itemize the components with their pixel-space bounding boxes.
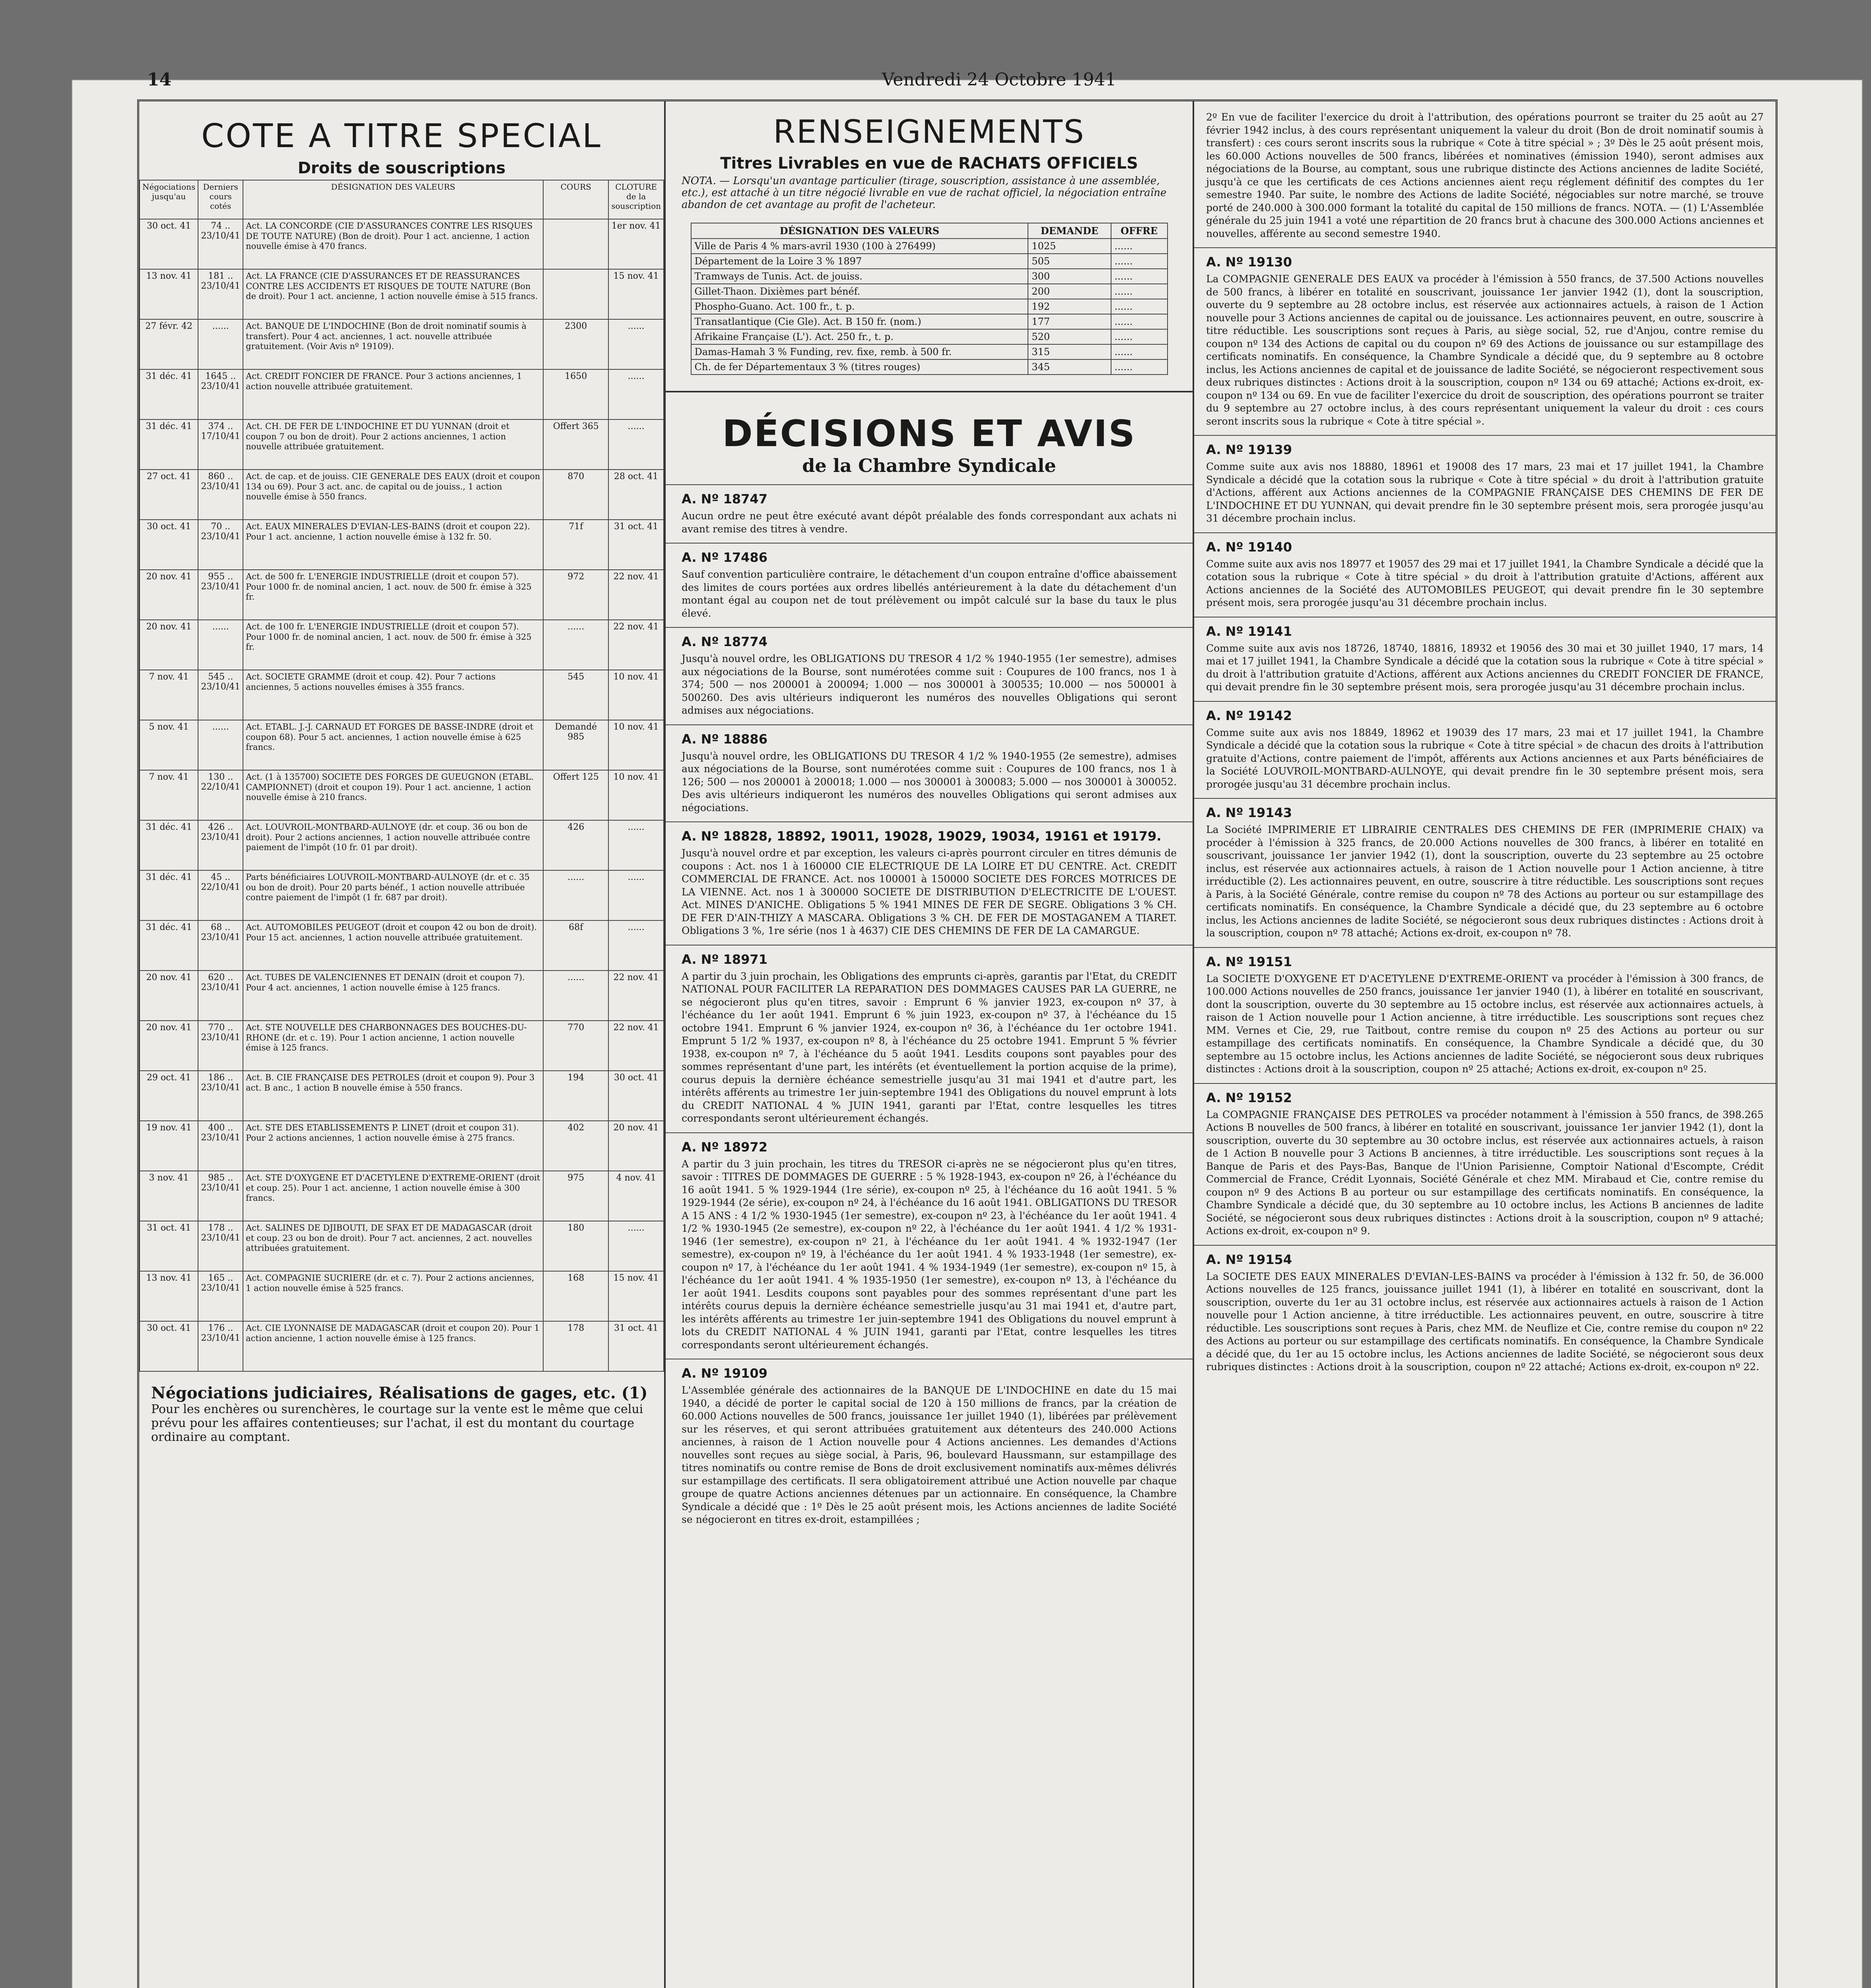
table-cell: 22 nov. 41 bbox=[608, 971, 664, 1021]
table-cell: 31 déc. 41 bbox=[140, 870, 198, 920]
table-cell: 178 bbox=[543, 1321, 608, 1371]
table-cell: Offert 125 bbox=[543, 770, 608, 820]
table-cell: ...... bbox=[1111, 329, 1168, 344]
cote-special-subtitle: Droits de souscriptions bbox=[297, 159, 506, 177]
table-row bbox=[691, 329, 1168, 344]
table-row bbox=[140, 319, 664, 369]
table-row bbox=[691, 344, 1168, 359]
table-cell: 178 .. 23/10/41 bbox=[198, 1221, 243, 1271]
avis-block bbox=[666, 484, 1193, 543]
table-cell: ...... bbox=[198, 319, 243, 369]
avis-text: L'Assemblée générale des actionnaires de la BANQUE DE L'INDOCHINE en date du 15 mai 1940, a décidé de porter le capital social de 120 à 150 millions de francs, par la création de 60.000 Actions nouvelles de 500 francs, jouissance 1er juillet 1940 (1), libérées par prélèvement sur les réserves, et qui seront attribuées gratuitement aux détenteurs des 240.000 Actions anciennes, à raison de 1 Action nouvelle pour 4 Actions anciennes. Les demandes d'Actions nouvelles sont reçues au siège social, à Paris, 96, boulevard Haussmann, sur estampillage des titres nominatifs ou contre remise de Bons de droit exclusivement nominatifs aux-mêmes délivrés sur estampillage des certificats. Il sera obligatoirement attribué une Action nouvelle par chaque groupe de quatre Actions anciennes détenues par un actionnaire. En conséquence, la Chambre Syndicale a décidé que : 1º Dès le 25 août présent mois, les Actions anciennes de ladite Société se négocieront en titres ex-droit, estampillées ; bbox=[682, 1384, 1177, 1525]
column-avis-continued bbox=[1194, 101, 1776, 1988]
table-cell: Act. EAUX MINERALES D'EVIAN-LES-BAINS (droit et coupon 22). Pour 1 act. ancienne, 1 action nouvelle émise à 132 fr. 50. bbox=[243, 520, 543, 570]
table-cell: Act. (1 à 135700) SOCIETE DES FORGES DE GUEUGNON (ETABL. CAMPIONNET) (droit et coupon 19). Pour 1 act. ancienne, 1 action nouvelle émise à 210 francs. bbox=[243, 770, 543, 820]
avis-block bbox=[666, 821, 1193, 945]
table-row bbox=[140, 1021, 664, 1071]
avis-block bbox=[1194, 701, 1776, 798]
col-header: DÉSIGNATION DES VALEURS bbox=[243, 180, 543, 219]
avis-text: 2º En vue de faciliter l'exercice du droit à l'attribution, des opérations pourront se traiter du 25 août au 27 février 1942 inclus, à des cours représentant uniquement la valeur du droit (Bon de droit nominatif soumis à transfert) : ces cours seront inscrits sous la rubrique « Cote à titre spécial » ; 3º Dès le 25 août présent mois, les 60.000 Actions nouvelles de 500 francs, libérées et nominatives (émission 1940), seront admises aux négociations de la Bourse, au comptant, sous une rubrique distincte des Actions anciennes de ladite Société, jusqu'à ce que les certificats de ces Actions anciennes aient reçu réglement définitif des comptes du 1er semestre 1940. Par suite, le nombre des Actions de ladite Société, négociables sur notre marché, se trouve porté de 240.000 à 300.000 formant la totalité du capital de 150 millions de francs. NOTA. — (1) L'Assemblée générale du 25 juin 1941 a voté une répartition de 20 francs brut à chacune des 300.000 Actions anciennes et nouvelles, afférente au second semestre 1940. bbox=[1206, 111, 1764, 239]
table-cell: Act. TUBES DE VALENCIENNES ET DENAIN (droit et coupon 7). Pour 4 act. anciennes, 1 action nouvelle émise à 125 francs. bbox=[243, 971, 543, 1021]
table-cell: 168 bbox=[543, 1271, 608, 1321]
col-header: COURS bbox=[543, 180, 608, 219]
table-cell: Act. STE NOUVELLE DES CHARBONNAGES DES BOUCHES-DU-RHONE (dr. et c. 19). Pour 1 action ancienne, 1 action nouvelle émise à 125 francs. bbox=[243, 1021, 543, 1071]
negociations-block bbox=[139, 1372, 664, 1444]
column-renseignements bbox=[666, 101, 1194, 1988]
avis-text: A partir du 3 juin prochain, les titres du TRESOR ci-après ne se négocieront plus qu'en titres, savoir : TITRES DE DOMMAGES DE GUERRE : 5 % 1928-1943, ex-coupon nº 26, à l'échéance du 16 août 1941. 5 % 1929-1944 (1re série), ex-coupon nº 25, à l'échéance du 16 août 1941. 5 % 1929-1944 (2e série), ex-coupon nº 24, à l'échéance du 16 août 1941. OBLIGATIONS DU TRESOR A 15 ANS : 4 1/2 % 1930-1945 (1er semestre), ex-coupon nº 23, à l'échéance du 1er août 1941. 4 1/2 % 1930-1945 (2e semestre), ex-coupon nº 22, à l'échéance du 1er août 1941. 4 1/2 % 1931-1946 (1er semestre), ex-coupon nº 21, à l'échéance du 1er août 1941. 4 % 1932-1947 (1er semestre), ex-coupon nº 19, à l'échéance du 1er août 1941. 4 % 1933-1948 (1er semestre), ex-coupon nº 17, à l'échéance du 1er août 1941. 4 % 1934-1949 (1er semestre), ex-coupon nº 15, à l'échéance du 1er août 1941. 4 % 1935-1950 (1er semestre), ex-coupon nº 13, à l'échéance du 1er août 1941. Lesdits coupons sont payables pour des sommes représentant d'une part les intérêts courus depuis la dernière échéance semestrielle jusqu'au 31 mai 1941 et, d'autre part, les intérêts afférents au trimestre 1er juin-septembre 1941 des Obligations du nouvel emprunt à lots du CREDIT NATIONAL 4 % JUIN 1941, garanti par l'Etat, contre lesquelles les titres correspondants seront ultérieurement échangés. bbox=[682, 1158, 1177, 1351]
table-cell: 31 oct. 41 bbox=[608, 1321, 664, 1371]
table-cell: 315 bbox=[1028, 344, 1111, 359]
avis-text: La COMPAGNIE FRANÇAISE DES PETROLES va procéder notamment à l'émission à 550 francs, de 398.265 Actions B nouvelles de 500 francs, à libérer en totalité en souscrivant, jouissance 1er janvier 1942 (1), dont la souscription, ouverte du 30 septembre au 30 octobre inclus, est réservée aux actionnaires actuels, à raison de 1 Action B nouvelle pour 3 Actions B anciennes, à titre irréductible. Les souscriptions sont reçues à la Banque de Paris et des Pays-Bas, Banque de l'Union Parisienne, Comptoir National d'Escompte, Crédit Commercial de France, Crédit Lyonnais, Société Générale et chez MM. Mirabaud et Cie, contre remise du coupon nº 9 des Actions B au porteur ou sur estampillage des certificats nominatifs. En conséquence, la Chambre Syndicale a décidé que, du 30 septembre au 10 octobre inclus, les Actions B anciennes de ladite Société, se négocieront sous deux rubriques distinctes : Actions droit à la souscription, coupon nº 9 attaché; Actions ex-droit, ex-coupon nº 9. bbox=[1206, 1109, 1764, 1237]
table-cell: 13 nov. 41 bbox=[140, 1271, 198, 1321]
table-cell: 68 .. 23/10/41 bbox=[198, 920, 243, 971]
avis-number: A. Nº 19143 bbox=[1206, 805, 1292, 820]
avis-number: A. Nº 18774 bbox=[682, 634, 767, 649]
table-cell: 10 nov. 41 bbox=[608, 670, 664, 720]
renseignements-subtitle: Titres Livrables en vue de RACHATS OFFICIELS bbox=[720, 154, 1138, 173]
table-row bbox=[140, 1221, 664, 1271]
table-cell: 972 bbox=[543, 570, 608, 620]
avis-text: La COMPAGNIE GENERALE DES EAUX va procéder à l'émission à 550 francs, de 37.500 Actions nouvelles de 500 francs, à libérer en totalité en souscrivant, jouissance 1er janvier 1942 (1), dont la souscription, ouverte du 9 septembre au 28 octobre inclus, est réservée aux actionnaires actuels, à raison de 1 Action nouvelle pour 3 Actions anciennes de capital ou de jouissance. Les actionnaires peuvent, en outre, souscrire à titre réductible. Les souscriptions sont reçues à Paris, au siège social, 52, rue d'Anjou, contre remise du coupon nº 134 des Actions de capital ou du coupon nº 69 des Actions de jouissance ou sur estampillage des certificats nominatifs. En conséquence, la Chambre Syndicale a décidé que, du 9 septembre au 8 octobre inclus, les Actions anciennes de capital et de jouissance de ladite Société, se négocieront respectivement sous deux rubriques distinctes : Actions droit à la souscription, coupon nº 134 ou 69 attaché; Actions ex-droit, ex-coupon nº 134 ou 69. En vue de faciliter l'exercice du droit de souscription, des opérations pourront se traiter du 9 septembre au 27 octobre inclus, à des cours représentant uniquement la valeur du droit : ces cours seront inscrits sous la rubrique « Cote à titre spécial ». bbox=[1206, 273, 1764, 427]
table-row bbox=[140, 219, 664, 269]
table-cell: 860 .. 23/10/41 bbox=[198, 470, 243, 520]
avis-number: A. Nº 18747 bbox=[682, 491, 767, 507]
table-cell: ...... bbox=[608, 870, 664, 920]
table-cell: 426 .. 23/10/41 bbox=[198, 820, 243, 870]
avis-text: Comme suite aux avis nos 18977 et 19057 des 29 mai et 17 juillet 1941, la Chambre Syndicale a décidé que la cotation sous la rubrique « Cote à titre spécial » du droit à l'attribution gratuite d'Actions, afférent aux Actions anciennes de la Société des AUTOMOBILES PEUGEOT, qui devait prendre fin le 30 septembre présent mois, sera prorogée jusqu'au 31 décembre prochain inclus. bbox=[1206, 558, 1764, 608]
col-header: CLOTURE de la souscription bbox=[608, 180, 664, 219]
table-cell: 426 bbox=[543, 820, 608, 870]
avis-text: Jusqu'à nouvel ordre, les OBLIGATIONS DU TRESOR 4 1/2 % 1940-1955 (1er semestre), admises aux négociations de la Bourse, sont numérotées comme suit : Coupures de 100 francs, nos 1 à 374; 500 — nos 200001 à 200094; 1.000 — nos 300001 à 300535; 10.000 — nos 500001 à 500260. Des avis ultérieurs indiqueront les numéros des nouvelles Obligations qui seront admises aux négociations. bbox=[682, 653, 1177, 716]
renseignements-note: NOTA. — Lorsqu'un avantage particulier (tirage, souscription, assistance à une assemblée, etc.), est attaché à un titre négocié livrable en vue de rachat officiel, la négociation entraîne abandon de cet avantage au profit de l'acheteur. bbox=[682, 175, 1167, 211]
table-cell: ...... bbox=[1111, 359, 1168, 375]
table-cell: Act. CH. DE FER DE L'INDOCHINE ET DU YUNNAN (droit et coupon 7 ou bon de droit). Pour 2 actions anciennes, 1 action nouvelle attribuée gratuitement. bbox=[243, 419, 543, 470]
table-cell: Act. AUTOMOBILES PEUGEOT (droit et coupon 42 ou bon de droit). Pour 15 act. anciennes, 1 action nouvelle attribuée gratuitement. bbox=[243, 920, 543, 971]
table-cell: ...... bbox=[1111, 284, 1168, 299]
table-cell: 300 bbox=[1028, 269, 1111, 284]
table-cell: Phospho-Guano. Act. 100 fr., t. p. bbox=[691, 299, 1028, 314]
table-cell: ...... bbox=[1111, 239, 1168, 254]
table-cell: ...... bbox=[608, 920, 664, 971]
table-cell: 31 déc. 41 bbox=[140, 920, 198, 971]
table-cell: Transatlantique (Cie Gle). Act. B 150 fr. (nom.) bbox=[691, 314, 1028, 329]
avis-number: A. Nº 19141 bbox=[1206, 623, 1292, 639]
table-cell: 975 bbox=[543, 1171, 608, 1221]
negociations-title: Négociations judiciaires, Réalisations de gages, etc. (1) bbox=[151, 1384, 648, 1402]
table-cell: 31 déc. 41 bbox=[140, 419, 198, 470]
table-row bbox=[140, 820, 664, 870]
table-row bbox=[140, 269, 664, 319]
table-cell: 30 oct. 41 bbox=[140, 219, 198, 269]
table-cell bbox=[543, 269, 608, 319]
table-cell: ...... bbox=[608, 1221, 664, 1271]
table-cell: ...... bbox=[608, 820, 664, 870]
table-cell: 20 nov. 41 bbox=[140, 971, 198, 1021]
decisions-section bbox=[666, 391, 1193, 1534]
table-row bbox=[691, 314, 1168, 329]
decisions-subtitle: de la Chambre Syndicale bbox=[802, 455, 1056, 476]
table-cell: 7 nov. 41 bbox=[140, 770, 198, 820]
avis-text: Sauf convention particulière contraire, le détachement d'un coupon entraîne d'office abaissement des limites de cours portées aux ordres libellés antérieurement à la date du détachement d'un montant égal au coupon net de tout prélèvement ou impôt calculé sur la base du taux le plus élevé. bbox=[682, 569, 1177, 619]
table-cell: 74 .. 23/10/41 bbox=[198, 219, 243, 269]
avis-block bbox=[1194, 798, 1776, 947]
avis-block bbox=[666, 1359, 1193, 1534]
table-cell: 192 bbox=[1028, 299, 1111, 314]
table-row bbox=[140, 419, 664, 470]
table-cell: 15 nov. 41 bbox=[608, 269, 664, 319]
table-cell: 200 bbox=[1028, 284, 1111, 299]
table-cell: 13 nov. 41 bbox=[140, 269, 198, 319]
avis-text: La Société IMPRIMERIE ET LIBRAIRIE CENTRALES DES CHEMINS DE FER (IMPRIMERIE CHAIX) va procéder à l'émission à 325 francs, de 20.000 Actions nouvelles de 300 francs, à libérer en totalité en souscrivant, jouissance 1er janvier 1942 (1), dont la souscription, ouverte du 23 septembre au 25 octobre inclus, est réservée aux actionnaires actuels, à raison de 1 Action nouvelle pour 1 Action ancienne, à titre irréductible (2). Les actionnaires peuvent, en outre, souscrire à titre réductible. Les souscriptions sont reçues à Paris, à la Société Générale, contre remise du coupon nº 78 des Actions au porteur ou sur estampillage des certificats nominatifs. En conséquence, la Chambre Syndicale a décidé que, du 23 septembre au 6 octobre inclus, les Actions anciennes de ladite Société, se négocieront sous deux rubriques distinctes : Actions droit à la souscription, coupon nº 78 attaché; Actions ex-droit, ex-coupon nº 78. bbox=[1206, 824, 1764, 939]
table-cell: 45 .. 22/10/41 bbox=[198, 870, 243, 920]
table-cell: Parts bénéficiaires LOUVROIL-MONTBARD-AULNOYE (dr. et c. 35 ou bon de droit). Pour 20 parts bénéf., 1 action nouvelle attribuée contre paiement de l'impôt (1 fr. 687 par droit). bbox=[243, 870, 543, 920]
table-row bbox=[691, 269, 1168, 284]
table-cell: 30 oct. 41 bbox=[608, 1071, 664, 1121]
table-cell: 181 .. 23/10/41 bbox=[198, 269, 243, 319]
avis-block bbox=[666, 627, 1193, 724]
table-cell: 10 nov. 41 bbox=[608, 720, 664, 770]
table-cell: 130 .. 22/10/41 bbox=[198, 770, 243, 820]
table-cell: 27 févr. 42 bbox=[140, 319, 198, 369]
avis-number: A. Nº 19151 bbox=[1206, 954, 1292, 969]
table-row bbox=[140, 1271, 664, 1321]
page-number: 14 bbox=[147, 70, 172, 90]
table-cell: ...... bbox=[1111, 314, 1168, 329]
table-cell: 194 bbox=[543, 1071, 608, 1121]
table-cell: 985 .. 23/10/41 bbox=[198, 1171, 243, 1221]
table-cell: 4 nov. 41 bbox=[608, 1171, 664, 1221]
table-cell: Tramways de Tunis. Act. de jouiss. bbox=[691, 269, 1028, 284]
table-cell: Act. LA FRANCE (CIE D'ASSURANCES ET DE REASSURANCES CONTRE LES ACCIDENTS ET RISQUES DE TOUTE NATURE (Bon de droit). Pour 1 act. ancienne, 1 action nouvelle émise à 515 francs. bbox=[243, 269, 543, 319]
avis-text: Jusqu'à nouvel ordre et par exception, les valeurs ci-après pourront circuler en titres démunis de coupons : Act. nos 1 à 160000 CIE ELECTRIQUE DE LA LOIRE ET DU CENTRE. Act. CREDIT COMMERCIAL DE FRANCE. Act. nos 100001 à 150000 SOCIETE DES FORCES MOTRICES DE LA VIENNE. Act. nos 1 à 300000 SOCIETE DE DISTRIBUTION D'ELECTRICITE DE L'OUEST. Act. MINES D'ANICHE. Obligations 5 % 1941 MINES DE FER DE SEGRE. Obligations 3 % CH. DE FER D'AIN-THIZY A MASCARA. Obligations 3 % CH. DE FER DE MOSTAGANEM A TIARET. Obligations 3 %, 1re série (nos 1 à 4637) CIE DES CHEMINS DE FER DE LA CAMARGUE. bbox=[682, 847, 1177, 936]
table-cell: Act. STE D'OXYGENE ET D'ACETYLENE D'EXTREME-ORIENT (droit et coup. 25). Pour 1 act. ancienne, 1 action nouvelle émise à 300 francs. bbox=[243, 1171, 543, 1221]
avis-text: Comme suite aux avis nos 18880, 18961 et 19008 des 17 mars, 23 mai et 17 juillet 1941, la Chambre Syndicale a décidé que la cotation sous la rubrique « Cote à titre spécial » du droit à l'attribution gratuite d'Actions, afférent aux Actions anciennes de la COMPAGNIE FRANÇAISE DES CHEMINS DE FER DE L'INDOCHINE ET DU YUNNAN, qui devait prendre fin le 30 septembre présent mois, sera prorogée jusqu'au 31 décembre prochain inclus. bbox=[1206, 461, 1764, 524]
table-cell: 186 .. 23/10/41 bbox=[198, 1071, 243, 1121]
table-row bbox=[140, 1071, 664, 1121]
table-row bbox=[140, 920, 664, 971]
avis-block bbox=[1194, 1083, 1776, 1245]
avis-block bbox=[1194, 947, 1776, 1083]
table-cell: Act. SALINES DE DJIBOUTI, DE SFAX ET DE MADAGASCAR (droit et coup. 23 ou bon de droit). Pour 7 act. anciennes, 2 act. nouvelles attribuées gratuitement. bbox=[243, 1221, 543, 1271]
table-row bbox=[691, 299, 1168, 314]
table-cell: Act. de cap. et de jouiss. CIE GENERALE DES EAUX (droit et coupon 134 ou 69). Pour 3 act. anc. de capital ou de jouiss., 1 action nouvelle émise à 550 francs. bbox=[243, 470, 543, 520]
table-cell: Act. de 100 fr. L'ENERGIE INDUSTRIELLE (droit et coupon 57). Pour 1000 fr. de nominal ancien, 1 act. nouv. de 500 fr. émise à 325 fr. bbox=[243, 620, 543, 670]
avis-text: Comme suite aux avis nos 18849, 18962 et 19039 des 17 mars, 23 mai et 17 juillet 1941, la Chambre Syndicale a décidé que la cotation sous la rubrique « Cote à titre spécial » de chacun des droits à l'attribution gratuite d'Actions, contre paiement de l'impôt, afférents aux Actions anciennes et aux Parts bénéficiaires de la Société LOUVROIL-MONTBARD-AULNOYE, qui devait prendre fin le 30 septembre présent mois, sera prorogée jusqu'au 31 décembre prochain inclus. bbox=[1206, 726, 1764, 790]
avis-text: Aucun ordre ne peut être exécuté avant dépôt préalable des fonds correspondant aux achats ni avant remise des titres à vendre. bbox=[682, 510, 1177, 535]
table-cell: Act. COMPAGNIE SUCRIERE (dr. et c. 7). Pour 2 actions anciennes, 1 action nouvelle émise à 525 francs. bbox=[243, 1271, 543, 1321]
table-cell: 27 oct. 41 bbox=[140, 470, 198, 520]
table-cell: Act. CREDIT FONCIER DE FRANCE. Pour 3 actions anciennes, 1 action nouvelle attribuée gratuitement. bbox=[243, 369, 543, 419]
table-cell: 177 bbox=[1028, 314, 1111, 329]
table-cell: Act. STE DES ETABLISSEMENTS P. LINET (droit et coupon 31). Pour 2 actions anciennes, 1 action nouvelle émise à 275 francs. bbox=[243, 1121, 543, 1171]
negociations-text: Pour les enchères ou surenchères, le courtage sur la vente est le même que celui prévu pour les affaires contentieuses; sur l'achat, il est du montant du courtage ordinaire au comptant. bbox=[151, 1402, 643, 1444]
table-row bbox=[691, 284, 1168, 299]
avis-number: A. Nº 18972 bbox=[682, 1139, 767, 1155]
col-header: OFFRE bbox=[1111, 223, 1168, 239]
table-cell: 2300 bbox=[543, 319, 608, 369]
table-row bbox=[691, 254, 1168, 269]
table-cell: ...... bbox=[608, 319, 664, 369]
table-cell: 770 bbox=[543, 1021, 608, 1071]
table-cell: 620 .. 23/10/41 bbox=[198, 971, 243, 1021]
table-cell: ...... bbox=[1111, 254, 1168, 269]
avis-number: A. Nº 17486 bbox=[682, 550, 767, 565]
table-cell: Act. SOCIETE GRAMME (droit et coup. 42). Pour 7 actions anciennes, 5 actions nouvelles émises à 355 francs. bbox=[243, 670, 543, 720]
table-cell: ...... bbox=[543, 620, 608, 670]
avis-text: La SOCIETE DES EAUX MINERALES D'EVIAN-LES-BAINS va procéder à l'émission à 132 fr. 50, de 36.000 Actions nouvelles de 125 francs, jouissance juillet 1941 (1), à libérer en totalité en souscrivant, dont la souscription, ouverte du 1er au 31 octobre inclus, est réservée aux actionnaires actuels à raison de 1 Action nouvelle pour 1 Action ancienne, à titre irréductible. Les actionnaires peuvent, en outre, souscrire à titre réductible. Les souscriptions sont reçues à Paris, chez MM. de Neuflize et Cie, contre remise du coupon nº 22 des Actions au porteur ou sur estampillage des certificats nominatifs. En conséquence, la Chambre Syndicale a décidé que, du 1er au 15 octobre inclus, les Actions anciennes de ladite Société, se négocieront sous deux rubriques distinctes : Actions droit à la souscription, coupon nº 22 attaché; Actions ex-droit, ex-coupon nº 22. bbox=[1206, 1270, 1764, 1373]
avis-number: A. Nº 19154 bbox=[1206, 1252, 1292, 1267]
avis-block bbox=[666, 724, 1193, 822]
avis-continuation bbox=[1194, 101, 1776, 247]
table-cell: Act. de 500 fr. L'ENERGIE INDUSTRIELLE (droit et coupon 57). Pour 1000 fr. de nominal ancien, 1 act. nouv. de 500 fr. émise à 325 fr. bbox=[243, 570, 543, 620]
table-cell: Offert 365 bbox=[543, 419, 608, 470]
table-cell: 1025 bbox=[1028, 239, 1111, 254]
table-cell: 20 nov. 41 bbox=[608, 1121, 664, 1171]
running-header bbox=[147, 70, 1851, 93]
table-cell: ...... bbox=[543, 971, 608, 1021]
avis-number: A. Nº 19139 bbox=[1206, 442, 1292, 457]
table-row bbox=[140, 720, 664, 770]
table-cell: ...... bbox=[1111, 344, 1168, 359]
table-cell: Demandé 985 bbox=[543, 720, 608, 770]
table-row bbox=[691, 239, 1168, 254]
avis-text: Comme suite aux avis nos 18726, 18740, 18816, 18932 et 19056 des 30 mai et 30 juillet 1940, 17 mars, 14 mai et 17 juillet 1941, la Chambre Syndicale a décidé que la cotation sous la rubrique « Cote à titre spécial » du droit à l'attribution gratuite d'Actions, afférent aux Actions anciennes du CREDIT FONCIER DE FRANCE, qui devait prendre fin le 30 septembre présent mois, sera prorogée jusqu'au 31 décembre prochain inclus. bbox=[1206, 642, 1764, 693]
table-cell: 402 bbox=[543, 1121, 608, 1171]
table-row bbox=[140, 1321, 664, 1371]
table-cell: ...... bbox=[543, 870, 608, 920]
table-cell: 520 bbox=[1028, 329, 1111, 344]
table-cell: Damas-Hamah 3 % Funding, rev. fixe, remb. à 500 fr. bbox=[691, 344, 1028, 359]
table-cell: 955 .. 23/10/41 bbox=[198, 570, 243, 620]
avis-number: A. Nº 18886 bbox=[682, 731, 767, 747]
avis-number: A. Nº 18828, 18892, 19011, 19028, 19029, 19034, 19161 et 19179. bbox=[682, 829, 1162, 844]
table-cell: Act. BANQUE DE L'INDOCHINE (Bon de droit nominatif soumis à transfert). Pour 4 act. anciennes, 1 act. nouvelle attribuée gratuitement. (Voir Avis nº 19109). bbox=[243, 319, 543, 369]
table-cell: ...... bbox=[198, 620, 243, 670]
table-cell: 68f bbox=[543, 920, 608, 971]
table-cell: 22 nov. 41 bbox=[608, 570, 664, 620]
avis-block bbox=[1194, 532, 1776, 617]
table-row bbox=[140, 369, 664, 419]
table-cell: 1650 bbox=[543, 369, 608, 419]
col-header: DÉSIGNATION DES VALEURS bbox=[691, 223, 1028, 239]
table-cell: 870 bbox=[543, 470, 608, 520]
table-row bbox=[140, 1171, 664, 1221]
table-cell: 70 .. 23/10/41 bbox=[198, 520, 243, 570]
table-cell: 180 bbox=[543, 1221, 608, 1271]
table-cell: 345 bbox=[1028, 359, 1111, 375]
table-cell: 30 oct. 41 bbox=[140, 1321, 198, 1371]
avis-block bbox=[666, 1132, 1193, 1359]
table-cell: Département de la Loire 3 % 1897 bbox=[691, 254, 1028, 269]
droits-table bbox=[139, 180, 664, 1372]
table-cell: 505 bbox=[1028, 254, 1111, 269]
table-cell: Gillet-Thaon. Dixièmes part bénéf. bbox=[691, 284, 1028, 299]
column-cote-special bbox=[139, 101, 666, 1988]
avis-block bbox=[1194, 617, 1776, 701]
table-row bbox=[140, 670, 664, 720]
table-cell: Ville de Paris 4 % mars-avril 1930 (100 à 276499) bbox=[691, 239, 1028, 254]
table-cell: Act. B. CIE FRANÇAISE DES PETROLES (droit et coupon 9). Pour 3 act. B anc., 1 action B nouvelle émise à 550 francs. bbox=[243, 1071, 543, 1121]
table-cell: Act. LA CONCORDE (CIE D'ASSURANCES CONTRE LES RISQUES DE TOUTE NATURE) (Bon de droit). Pour 1 act. ancienne, 1 action nouvelle émise à 470 francs. bbox=[243, 219, 543, 269]
table-cell: 3 nov. 41 bbox=[140, 1171, 198, 1221]
table-cell: Ch. de fer Départementaux 3 % (titres rouges) bbox=[691, 359, 1028, 375]
table-cell: 30 oct. 41 bbox=[140, 520, 198, 570]
table-cell: ...... bbox=[608, 369, 664, 419]
table-cell bbox=[543, 219, 608, 269]
table-row bbox=[140, 470, 664, 520]
table-cell: 19 nov. 41 bbox=[140, 1121, 198, 1171]
table-row bbox=[691, 359, 1168, 375]
renseignements-title: RENSEIGNEMENTS bbox=[773, 113, 1085, 150]
table-cell: 31 déc. 41 bbox=[140, 369, 198, 419]
table-row bbox=[140, 870, 664, 920]
table-cell: 22 nov. 41 bbox=[608, 620, 664, 670]
col-header: Négociations jusqu'au bbox=[140, 180, 198, 219]
table-cell: 31 déc. 41 bbox=[140, 820, 198, 870]
avis-block bbox=[1194, 1245, 1776, 1381]
decisions-title: DÉCISIONS ET AVIS bbox=[722, 412, 1136, 455]
avis-block bbox=[666, 543, 1193, 627]
table-row bbox=[140, 770, 664, 820]
table-cell: 28 oct. 41 bbox=[608, 470, 664, 520]
table-cell: Act. ETABL. J.-J. CARNAUD ET FORGES DE BASSE-INDRE (droit et coupon 68). Pour 5 act. anciennes, 1 action nouvelle émise à 625 francs. bbox=[243, 720, 543, 770]
rachats-table bbox=[691, 223, 1168, 375]
table-cell: 400 .. 23/10/41 bbox=[198, 1121, 243, 1171]
table-cell: 176 .. 23/10/41 bbox=[198, 1321, 243, 1371]
table-row bbox=[140, 520, 664, 570]
table-cell: 545 bbox=[543, 670, 608, 720]
avis-text: La SOCIETE D'OXYGENE ET D'ACETYLENE D'EXTREME-ORIENT va procéder à l'émission à 300 francs, de 100.000 Actions nouvelles de 250 francs, jouissance 1er janvier 1940 (1), à libérer en totalité en souscrivant, dont la souscription, ouverte du 30 septembre au 15 octobre inclus, est réservée aux actionnaires actuels, à raison de 1 Action nouvelle pour 1 Action ancienne, à titre irréductible. Les souscriptions sont reçues chez MM. Vernes et Cie, 29, rue Taitbout, contre remise du coupon nº 25 des Actions au porteur ou sur estampillage des certificats nominatifs. En conséquence, la Chambre Syndicale a décidé que, du 30 septembre au 15 octobre inclus, les Actions anciennes de ladite Société, se négocieront sous deux rubriques distinctes : Actions droit à la souscription, coupon nº 25 attaché; Actions ex-droit, ex-coupon nº 25. bbox=[1206, 973, 1764, 1075]
avis-number: A. Nº 18971 bbox=[682, 951, 767, 967]
avis-number: A. Nº 19109 bbox=[682, 1366, 767, 1381]
table-row bbox=[140, 1121, 664, 1171]
table-cell: 20 nov. 41 bbox=[140, 620, 198, 670]
avis-text: Jusqu'à nouvel ordre, les OBLIGATIONS DU TRESOR 4 1/2 % 1940-1955 (2e semestre), admises aux négociations de la Bourse, sont numérotées comme suit : Coupures de 100 francs, nos 1 à 126; 500 — nos 200001 à 200018; 1.000 — nos 300001 à 300083; 5.000 — nos 300001 à 300052. Des avis ultérieurs indiqueront les numéros des nouvelles Obligations qui seront admises aux négociations. bbox=[682, 750, 1177, 813]
table-cell: 71f bbox=[543, 520, 608, 570]
table-cell: 5 nov. 41 bbox=[140, 720, 198, 770]
table-cell: 165 .. 23/10/41 bbox=[198, 1271, 243, 1321]
table-cell: 374 .. 17/10/41 bbox=[198, 419, 243, 470]
avis-text: A partir du 3 juin prochain, les Obligations des emprunts ci-après, garantis par l'Etat, du CREDIT NATIONAL POUR FACILITER LA REPARATION DES DOMMAGES CAUSES PAR LA GUERRE, ne se négocieront plus qu'en titres, savoir : Emprunt 6 % janvier 1923, ex-coupon nº 37, à l'échéance du 1er août 1941. Emprunt 6 % juin 1923, ex-coupon nº 37, à l'échéance du 15 octobre 1941. Emprunt 6 % janvier 1924, ex-coupon nº 36, à l'échéance du 1er octobre 1941. Emprunt 5 1/2 % 1937, ex-coupon nº 8, à l'échéance du 25 octobre 1941. Emprunt 5 % février 1938, ex-coupon nº 7, à l'échéance du 5 août 1941. Lesdits coupons sont payables pour des sommes représentant d'une part, les intérêts (et éventuellement la portion acquise de la prime), courus depuis la dernière échéance semestrielle jusqu'au 31 mai 1941 et d'autre part, les intérêts afférents au trimestre 1er juin-septembre 1941 des Obligations du nouvel emprunt à lots du CREDIT NATIONAL 4 % JUIN 1941, garanti par l'Etat, contre lesquelles les titres correspondants seront ultérieurement échangés. bbox=[682, 970, 1177, 1124]
cote-special-title: COTE A TITRE SPECIAL bbox=[201, 117, 602, 155]
table-cell: Afrikaine Française (L'). Act. 250 fr., t. p. bbox=[691, 329, 1028, 344]
table-cell: Act. LOUVROIL-MONTBARD-AULNOYE (dr. et coup. 36 ou bon de droit). Pour 2 actions anciennes, 1 action nouvelle attribuée contre paiement de l'impôt (10 fr. 01 par droit). bbox=[243, 820, 543, 870]
avis-block bbox=[1194, 435, 1776, 532]
table-cell: 20 nov. 41 bbox=[140, 1021, 198, 1071]
table-cell: 770 .. 23/10/41 bbox=[198, 1021, 243, 1071]
avis-block bbox=[1194, 247, 1776, 435]
avis-number: A. Nº 19140 bbox=[1206, 539, 1292, 555]
table-cell: 22 nov. 41 bbox=[608, 1021, 664, 1071]
page-date: Vendredi 24 Octobre 1941 bbox=[882, 70, 1117, 90]
avis-number: A. Nº 19152 bbox=[1206, 1090, 1292, 1105]
table-cell: Act. CIE LYONNAISE DE MADAGASCAR (droit et coupon 20). Pour 1 action ancienne, 1 action nouvelle émise à 125 francs. bbox=[243, 1321, 543, 1371]
avis-number: A. Nº 19142 bbox=[1206, 708, 1292, 723]
table-cell: ...... bbox=[198, 720, 243, 770]
table-cell: ...... bbox=[608, 419, 664, 470]
table-cell: 1er nov. 41 bbox=[608, 219, 664, 269]
table-cell: 7 nov. 41 bbox=[140, 670, 198, 720]
table-cell: 15 nov. 41 bbox=[608, 1271, 664, 1321]
col-header: Derniers cours cotés bbox=[198, 180, 243, 219]
table-row bbox=[140, 620, 664, 670]
table-cell: ...... bbox=[1111, 299, 1168, 314]
table-cell: 31 oct. 41 bbox=[608, 520, 664, 570]
table-cell: 1645 .. 23/10/41 bbox=[198, 369, 243, 419]
table-cell: 20 nov. 41 bbox=[140, 570, 198, 620]
table-cell: 31 oct. 41 bbox=[140, 1221, 198, 1271]
table-cell: ...... bbox=[1111, 269, 1168, 284]
page-frame bbox=[137, 99, 1778, 1988]
table-cell: 545 .. 23/10/41 bbox=[198, 670, 243, 720]
avis-block bbox=[666, 945, 1193, 1132]
col-header: DEMANDE bbox=[1028, 223, 1111, 239]
table-row bbox=[140, 570, 664, 620]
table-row bbox=[140, 971, 664, 1021]
avis-number: A. Nº 19130 bbox=[1206, 254, 1292, 270]
table-cell: 29 oct. 41 bbox=[140, 1071, 198, 1121]
table-cell: 10 nov. 41 bbox=[608, 770, 664, 820]
